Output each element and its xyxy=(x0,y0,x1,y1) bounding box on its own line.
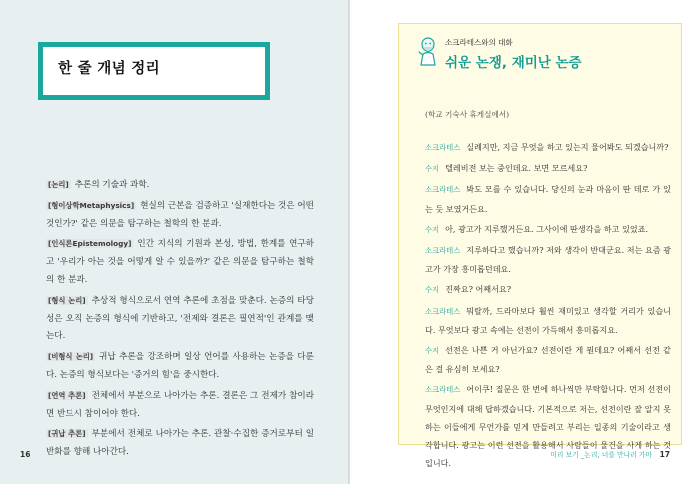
definition-text: 귀납 추론을 강조하며 일상 언어를 사용하는 논증을 다룬다. 논증의 형식보다는 '증거의 힘'을 중시한다. xyxy=(46,352,314,380)
dialogue-line xyxy=(425,180,671,217)
running-head: 미리 보기 _논리, 너를 만나러 가마 xyxy=(550,451,652,459)
dialogue-title: 쉬운 논쟁, 재미난 논증 xyxy=(445,55,582,71)
speaker-name: 소크라테스 xyxy=(425,246,461,256)
scene-setting: (학교 기숙사 휴게실에서) xyxy=(425,110,510,119)
definition-text: 전체에서 부분으로 나아가는 추론. 결론은 그 전제가 참이라면 반드시 참이어야 한다. xyxy=(46,390,314,419)
definition-item xyxy=(46,387,314,424)
definition-item xyxy=(46,425,314,462)
speech-text: 지루하다고 했습니까? 저와 생각이 반대군요. 저는 요즘 광고가 가장 흥미롭던데요. xyxy=(425,245,672,275)
speech-text: 아, 광고가 지루했거든요. 그사이에 딴생각을 하고 있었죠. xyxy=(445,223,649,234)
definition-term: [인식론Epistemology] xyxy=(48,239,132,249)
dialogue-line xyxy=(425,280,671,299)
page-number-right: 17 xyxy=(659,450,670,459)
speech-text: 텔레비전 보는 중인데요. 보면 모르세요? xyxy=(445,163,588,174)
speaker-name: 소크라테스 xyxy=(425,306,461,316)
definition-text: 현실의 근본을 검증하고 '실재한다는 것은 어떤 것인가?' 같은 의문을 탐구하는 철학의 한 분과. xyxy=(46,200,314,229)
speaker-name: 수지 xyxy=(425,164,440,174)
speech-text: 봐도 모를 수 있습니다. 당신의 눈과 마음이 딴 데로 가 있는 듯 보였거든요. xyxy=(425,184,671,214)
dialogue-lines xyxy=(425,138,671,474)
speaker-name: 소크라테스 xyxy=(425,143,461,152)
speech-text: 뭐랄까, 드라마보다 훨씬 재미있고 생각할 거리가 있습니다. 무엇보다 광고 속에는 선전이 가득해서 흥미롭지요. xyxy=(425,305,671,335)
speech-text: 어이쿠! 질문은 한 번에 하나씩만 부탁합니다. 먼저 선전이 무엇인지에 대해 답하겠습니다. 기본적으로 저는, 선전이란 잘 알지 못하는 이들에게 무언가를 믿게 만들려고 부리는 일종의 기술이라고 생각합니다. 광고는 이런 선전을 활용해서 사람들이 물건을 사게 하는 것입니다. xyxy=(425,384,671,469)
definition-term: [귀납 추론] xyxy=(48,429,86,439)
definition-term: [비형식 논리] xyxy=(48,352,94,362)
speaker-name: 수지 xyxy=(425,224,440,234)
socrates-portrait-icon xyxy=(417,36,439,66)
dialogue-subtitle: 소크라테스와의 대화 xyxy=(445,38,513,47)
dialogue-line xyxy=(425,341,671,378)
speaker-name: 수지 xyxy=(425,285,440,295)
definition-term: [논리] xyxy=(48,180,69,189)
speaker-name: 소크라테스 xyxy=(425,185,461,195)
definition-item xyxy=(46,176,314,195)
concept-title: 한 줄 개념 정리 xyxy=(58,61,160,77)
dialogue-line xyxy=(425,302,671,339)
definition-term: [형식 논리] xyxy=(48,295,86,305)
definition-item xyxy=(46,292,314,346)
definition-text: 추상적 형식으로서 연역 추론에 초점을 맞춘다. 논증의 타당성은 오직 논증의 형식에 기반하고, '전제와 결론은 필연적'인 관계를 맺는다. xyxy=(46,295,314,342)
dialogue-line xyxy=(425,241,671,278)
dialogue-line xyxy=(425,220,671,239)
speech-text: 선전은 나쁜 거 아닌가요? 선전이란 게 뭔데요? 어째서 선전 같은 걸 유심히 보세요? xyxy=(425,345,671,375)
definition-text: 추론의 기술과 과학. xyxy=(74,180,150,190)
definition-term: [연역 추론] xyxy=(48,390,86,400)
definition-text: 인간 지식의 기원과 본성, 방법, 한계를 연구하고 '우리가 아는 것을 어떻게 알 수 있을까?' 같은 의문을 탐구하는 철학의 한 분과. xyxy=(46,239,314,285)
dialogue-line xyxy=(425,159,671,178)
definition-text: 부분에서 전체로 나아가는 추론. 관찰·수집한 증거로부터 일반화를 향해 나아간다. xyxy=(46,429,315,458)
definition-list xyxy=(46,176,314,464)
dialogue-line xyxy=(425,138,671,157)
speech-text: 실례지만, 지금 무엇을 하고 있는지 물어봐도 되겠습니까? xyxy=(466,142,669,152)
page-number-left: 16 xyxy=(20,450,31,459)
definition-item xyxy=(46,197,314,234)
speaker-name: 수지 xyxy=(425,346,440,356)
definition-item xyxy=(46,348,314,385)
definition-item xyxy=(46,235,314,289)
speaker-name: 소크라테스 xyxy=(425,385,461,395)
concept-title-box xyxy=(38,42,270,100)
definition-term: [형이상학Metaphysics] xyxy=(48,200,135,210)
speech-text: 진짜요? 어째서요? xyxy=(445,284,512,295)
